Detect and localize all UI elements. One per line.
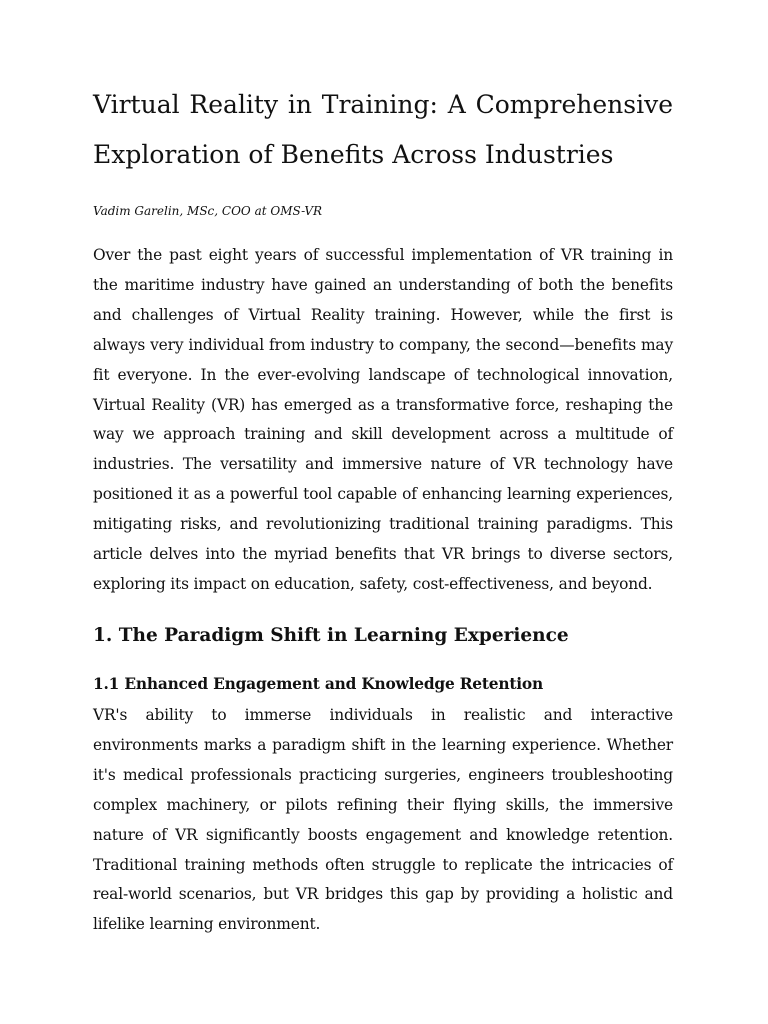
document-title: Virtual Reality in Training: A Comprehensive Exploration of Benefits Across Industries	[93, 90, 673, 169]
author-byline: Vadim Garelin, MSc, COO at OMS-VR	[93, 204, 323, 218]
section-heading: 1. The Paradigm Shift in Learning Experience	[93, 625, 569, 646]
subsection-heading: 1.1 Enhanced Engagement and Knowledge Retention	[93, 675, 543, 693]
subsection-paragraph: VR's ability to immerse individuals in realistic and interactive environments marks a paradigm shift in the learning experience. Whether it's medical professionals practicing surgeries, engineers troubleshooting complex machinery, or pilots refining their flying skills, the immersive nature of VR significantly boosts engagement and knowledge retention. Traditional training methods often struggle to replicate the intricacies of real-world scenarios, but VR bridges this gap by providing a holistic and lifelike learning environment.	[93, 706, 673, 934]
intro-paragraph: Over the past eight years of successful implementation of VR training in the maritime industry have gained an understanding of both the benefits and challenges of Virtual Reality training. However, while the first is always very individual from industry to company, the second—benefits may fit everyone. In the ever-evolving landscape of technological innovation, Virtual Reality (VR) has emerged as a transformative force, reshaping the way we approach training and skill development across a multitude of industries. The versatility and immersive nature of VR technology have positioned it as a powerful tool capable of enhancing learning experiences, mitigating risks, and revolutionizing traditional training paradigms. This article delves into the myriad benefits that VR brings to diverse sectors, exploring its impact on education, safety, cost-effectiveness, and beyond.	[93, 246, 673, 593]
